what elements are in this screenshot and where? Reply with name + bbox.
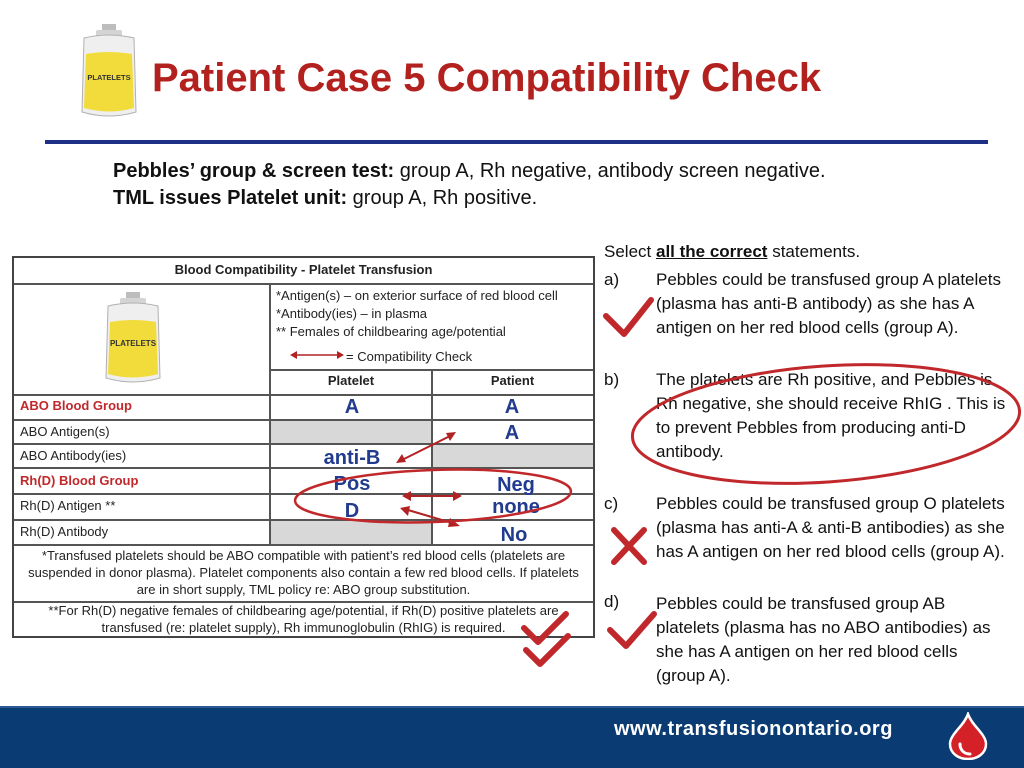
grey-cell — [270, 520, 432, 544]
platelet-issue-line — [113, 185, 826, 212]
table-platelet-bag-icon — [102, 292, 164, 388]
row-label-rh-antibody: Rh(D) Antibody — [20, 524, 109, 539]
platelet-issue-label: TML issues Platelet unit: — [113, 187, 348, 209]
platelet-rh-antigen: D — [344, 500, 360, 522]
row-label-abo-antibody: ABO Antibody(ies) — [20, 448, 127, 463]
platelet-rh-group: Pos — [333, 473, 371, 495]
option-a-check-icon — [606, 300, 651, 334]
table-bag-label: PLATELETS — [109, 339, 157, 348]
table-check-icon — [526, 636, 568, 664]
platelet-issue-text: group A, Rh positive. — [347, 187, 538, 209]
option-c-cross-icon — [614, 530, 644, 562]
group-screen-text: group A, Rh negative, antibody screen negative. — [394, 160, 826, 182]
col-platelet: Platelet — [327, 373, 375, 388]
legend-antibody: *Antibody(ies) – in plasma — [276, 306, 428, 321]
legend-compat-check: = Compatibility Check — [346, 349, 473, 364]
prompt-suffix: statements. — [767, 242, 861, 261]
table-note-rh: **For Rh(D) negative females of childbearing age/potential, if Rh(D) positive platelets are transfused (re: platelet supply), Rh immunoglobulin (RhIG) is required. — [48, 603, 559, 635]
legend-females: ** Females of childbearing age/potential — [276, 324, 506, 339]
option-b-letter: b) — [604, 370, 620, 389]
col-patient: Patient — [490, 373, 535, 388]
legend-antigen: *Antigen(s) – on exterior surface of red blood cell — [276, 288, 558, 303]
row-label-abo-antigen: ABO Antigen(s) — [20, 424, 110, 439]
option-d-check-icon — [610, 614, 654, 646]
platelet-abo-group: A — [344, 396, 360, 418]
group-screen-label: Pebbles’ group & screen test: — [113, 160, 395, 182]
row-label-abo-group: ABO Blood Group — [20, 398, 132, 413]
row-label-rh-antigen: Rh(D) Antigen ** — [20, 498, 116, 513]
option-a-text[interactable]: Pebbles could be transfused group A platelets (plasma has anti-B antibody) as she has A antigen on her red blood cells (group A). — [656, 270, 1001, 337]
table-note-abo: *Transfused platelets should be ABO compatible with patient’s red blood cells (platelets are suspended in donor plasma). Platelet components also contain a few red blood cells. If platelets are in short supply, TML policy re: ABO group substitution. — [28, 548, 579, 597]
grey-cell — [270, 420, 432, 444]
page-title: Patient Case 5 Compatibility Check — [152, 56, 822, 100]
row-label-rh-group: Rh(D) Blood Group — [20, 473, 139, 488]
option-a-letter: a) — [604, 270, 620, 289]
title-divider — [45, 140, 988, 144]
footer-url[interactable]: www.transfusionontario.org — [614, 718, 893, 740]
double-arrow-icon — [290, 350, 344, 360]
prompt-prefix: Select — [604, 242, 656, 261]
option-c-text[interactable]: Pebbles could be transfused group O platelets (plasma has anti-A & anti-B antibodies) as she has A antigen on her red blood cells (group A). — [656, 494, 1005, 561]
compatibility-table — [12, 256, 595, 638]
platelet-abo-antibody: anti-B — [323, 447, 381, 469]
patient-rh-antibody: No — [500, 524, 528, 546]
question-prompt — [604, 242, 860, 262]
group-screen-line — [113, 158, 826, 185]
option-d-text[interactable]: Pebbles could be transfused group AB platelets (plasma has no ABO antibodies) as she has A antigen on her red blood cells (group A). — [656, 594, 991, 685]
option-d-letter: d) — [604, 592, 620, 611]
option-b-text[interactable]: The platelets are Rh positive, and Pebbles is Rh negative, she should receive RhIG . This is to prevent Pebbles from producing anti-D antibody. — [656, 370, 1006, 461]
patient-rh-group: Neg — [497, 474, 535, 496]
platelet-bag-icon — [78, 24, 140, 122]
patient-rh-antigen: none — [492, 496, 540, 518]
grey-cell — [432, 444, 593, 468]
prompt-emphasis: all the correct — [655, 242, 768, 261]
case-intro — [113, 158, 826, 212]
patient-abo-group: A — [504, 396, 520, 418]
bag-label: PLATELETS — [87, 73, 131, 82]
blood-drop-logo-icon — [946, 712, 990, 760]
table-header: Blood Compatibility - Platelet Transfusion — [174, 262, 433, 277]
option-c-letter: c) — [604, 494, 619, 513]
patient-abo-antigen: A — [504, 422, 520, 444]
